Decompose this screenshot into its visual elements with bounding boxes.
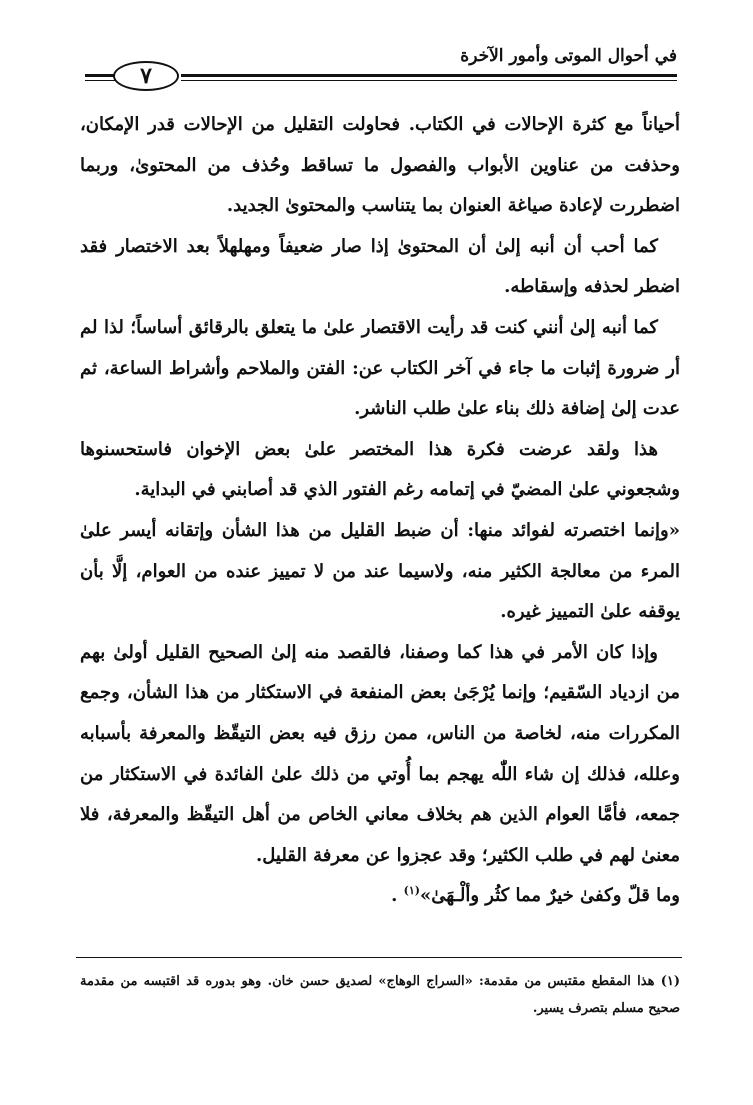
header-rule-thick	[181, 74, 677, 77]
header-title: في أحوال الموتى وأمور الآخرة	[460, 46, 677, 66]
footnote	[80, 968, 680, 1022]
footnote-separator	[76, 957, 682, 958]
paragraph-1: أحياناً مع كثرة الإحالات في الكتاب. فحاولت التقليل من الإحالات قدر الإمكان، وحذفت من عناوين الأبواب والفصول ما تساقط وحُذف من المحتوىٰ، وربما اضطررت لإعادة صياغة العنوان بما يتناسب والمحتوىٰ الجديد.	[80, 114, 680, 217]
page-number: ٧	[113, 61, 179, 91]
body-text	[80, 105, 680, 917]
paragraph-3: كما أنبه إلىٰ أنني كنت قد رأيت الاقتصار علىٰ ما يتعلق بالرقائق أساساً؛ لذا لم أر ضرورة إثبات ما جاء في آخر الكتاب عن: الفتن والملاحم وأشراط الساعة، ثم عدت إلىٰ إضافة ذلك بناء علىٰ طلب الناشر.	[80, 316, 680, 420]
running-header	[85, 46, 677, 92]
footnote-text: (١) هذا المقطع مقتبس من مقدمة: «السراج الوهاج» لصديق حسن خان. وهو بدوره قد اقتبسه من مقدمة صحيح مسلم بتصرف يسير.	[80, 974, 680, 1016]
paragraph-7-text: وما قلّ وكفىٰ خيرٌ مما كثُر وألْـهَىٰ»	[420, 885, 680, 907]
header-rule-thin	[181, 80, 677, 81]
paragraph-2: كما أحب أن أنبه إلىٰ أن المحتوىٰ إذا صار ضعيفاً ومهلهلاً بعد الاختصار فقد اضطر لحذفه وإسقاطه.	[80, 235, 680, 298]
paragraph-4: هذا ولقد عرضت فكرة هذا المختصر علىٰ بعض الإخوان فاستحسنوها وشجعوني علىٰ المضيّ في إتمامه رغم الفتور الذي قد أصابني في البداية.	[80, 438, 680, 501]
footnote-reference[interactable]: (١)	[403, 884, 421, 898]
paragraph-7-end: .	[391, 885, 404, 907]
paragraph-6: وإذا كان الأمر في هذا كما وصفنا، فالقصد منه إلىٰ الصحيح القليل أولىٰ بهم من ازدياد السّقيم؛ وإنما يُرْجَىٰ بعض المنفعة في الاستكثار من هذا الشأن، وجمع المكررات منه، لخاصة من الناس، ممن رزق فيه بعض التيقّظ والمعرفة بأسبابه وعلله، فذلك إن شاء اللّٰه يهجم بما أُوتي من ذلك علىٰ الفائدة في الاستكثار من جمعه، فأمَّا العوام الذين هم بخلاف معاني الخاص من أهل التيقّظ والمعرفة، فلا معنىٰ لهم في طلب الكثير؛ وقد عجزوا عن معرفة القليل.	[80, 641, 680, 866]
header-rule-left-thick	[85, 74, 115, 77]
paragraph-5-quote: «وإنما اختصرته لفوائد منها: أن ضبط القليل من هذا الشأن وإتقانه أيسر علىٰ المرء من معالجة الكثير منه، ولاسيما عند من لا تمييز عنده من العوام، إلَّا بأن يوقفه علىٰ التمييز غيره.	[80, 519, 680, 623]
header-rule-left-thin	[85, 80, 115, 81]
paragraph-7	[80, 876, 680, 917]
